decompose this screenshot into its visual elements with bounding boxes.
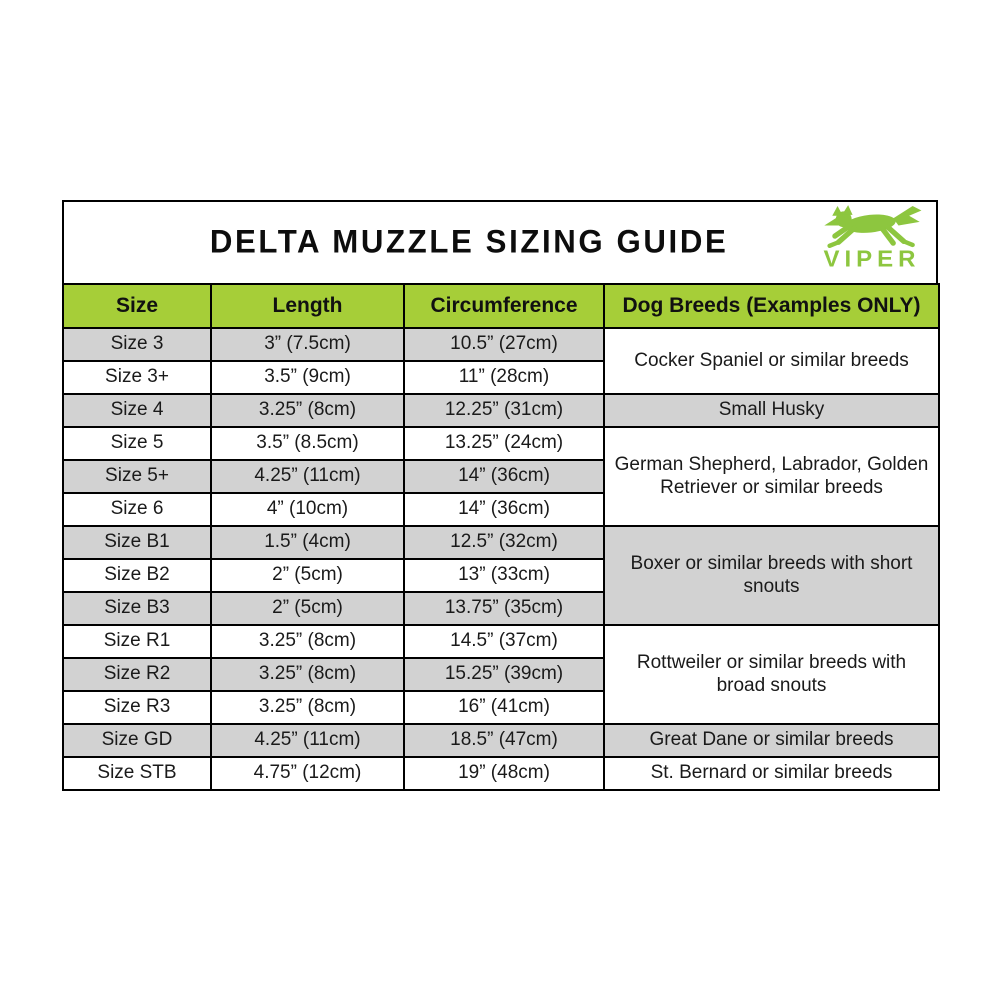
page-title: DELTA MUZZLE SIZING GUIDE	[209, 224, 729, 260]
circumference-cell: 13” (33cm)	[404, 559, 604, 592]
header-dog-breeds: Dog Breeds (Examples ONLY)	[604, 284, 939, 328]
table-row	[63, 427, 939, 460]
length-cell: 4.75” (12cm)	[211, 757, 404, 790]
circumference-cell: 14” (36cm)	[404, 460, 604, 493]
brand-logo	[813, 204, 931, 272]
table-row	[63, 526, 939, 559]
circumference-cell: 10.5” (27cm)	[404, 328, 604, 361]
table-row	[63, 328, 939, 361]
length-cell: 1.5” (4cm)	[211, 526, 404, 559]
size-cell: Size 5+	[63, 460, 211, 493]
circumference-cell: 13.75” (35cm)	[404, 592, 604, 625]
size-cell: Size 6	[63, 493, 211, 526]
size-cell: Size R2	[63, 658, 211, 691]
circumference-cell: 16” (41cm)	[404, 691, 604, 724]
table-row	[63, 394, 939, 427]
length-cell: 3.25” (8cm)	[211, 658, 404, 691]
size-cell: Size 3	[63, 328, 211, 361]
length-cell: 4” (10cm)	[211, 493, 404, 526]
breed-cell: Boxer or similar breeds with short snouts	[604, 526, 939, 625]
length-cell: 3.25” (8cm)	[211, 625, 404, 658]
length-cell: 4.25” (11cm)	[211, 724, 404, 757]
length-cell: 3.5” (9cm)	[211, 361, 404, 394]
header-length: Length	[211, 284, 404, 328]
header-circumference: Circumference	[404, 284, 604, 328]
circumference-cell: 11” (28cm)	[404, 361, 604, 394]
length-cell: 3.5” (8.5cm)	[211, 427, 404, 460]
length-cell: 4.25” (11cm)	[211, 460, 404, 493]
circumference-cell: 12.25” (31cm)	[404, 394, 604, 427]
title-bar	[62, 200, 938, 283]
circumference-cell: 18.5” (47cm)	[404, 724, 604, 757]
circumference-cell: 13.25” (24cm)	[404, 427, 604, 460]
length-cell: 2” (5cm)	[211, 559, 404, 592]
header-size: Size	[63, 284, 211, 328]
length-cell: 3.25” (8cm)	[211, 691, 404, 724]
circumference-cell: 14.5” (37cm)	[404, 625, 604, 658]
table-row	[63, 757, 939, 790]
size-cell: Size 3+	[63, 361, 211, 394]
length-cell: 3.25” (8cm)	[211, 394, 404, 427]
circumference-cell: 19” (48cm)	[404, 757, 604, 790]
table-header-row	[63, 284, 939, 328]
length-cell: 3” (7.5cm)	[211, 328, 404, 361]
circumference-cell: 12.5” (32cm)	[404, 526, 604, 559]
size-cell: Size STB	[63, 757, 211, 790]
breed-cell: Great Dane or similar breeds	[604, 724, 939, 757]
circumference-cell: 14” (36cm)	[404, 493, 604, 526]
size-cell: Size B1	[63, 526, 211, 559]
breed-cell: St. Bernard or similar breeds	[604, 757, 939, 790]
size-cell: Size B3	[63, 592, 211, 625]
breed-cell: Small Husky	[604, 394, 939, 427]
size-cell: Size 5	[63, 427, 211, 460]
length-cell: 2” (5cm)	[211, 592, 404, 625]
breed-cell: Rottweiler or similar breeds with broad snouts	[604, 625, 939, 724]
circumference-cell: 15.25” (39cm)	[404, 658, 604, 691]
size-cell: Size 4	[63, 394, 211, 427]
size-cell: Size B2	[63, 559, 211, 592]
size-cell: Size GD	[63, 724, 211, 757]
breed-cell: German Shepherd, Labrador, Golden Retriever or similar breeds	[604, 427, 939, 526]
size-cell: Size R3	[63, 691, 211, 724]
table-row	[63, 625, 939, 658]
size-cell: Size R1	[63, 625, 211, 658]
sizing-guide-sheet	[62, 200, 938, 791]
brand-name: VIPER	[823, 246, 921, 273]
table-row	[63, 724, 939, 757]
sizing-table	[62, 283, 940, 791]
breed-cell: Cocker Spaniel or similar breeds	[604, 328, 939, 394]
